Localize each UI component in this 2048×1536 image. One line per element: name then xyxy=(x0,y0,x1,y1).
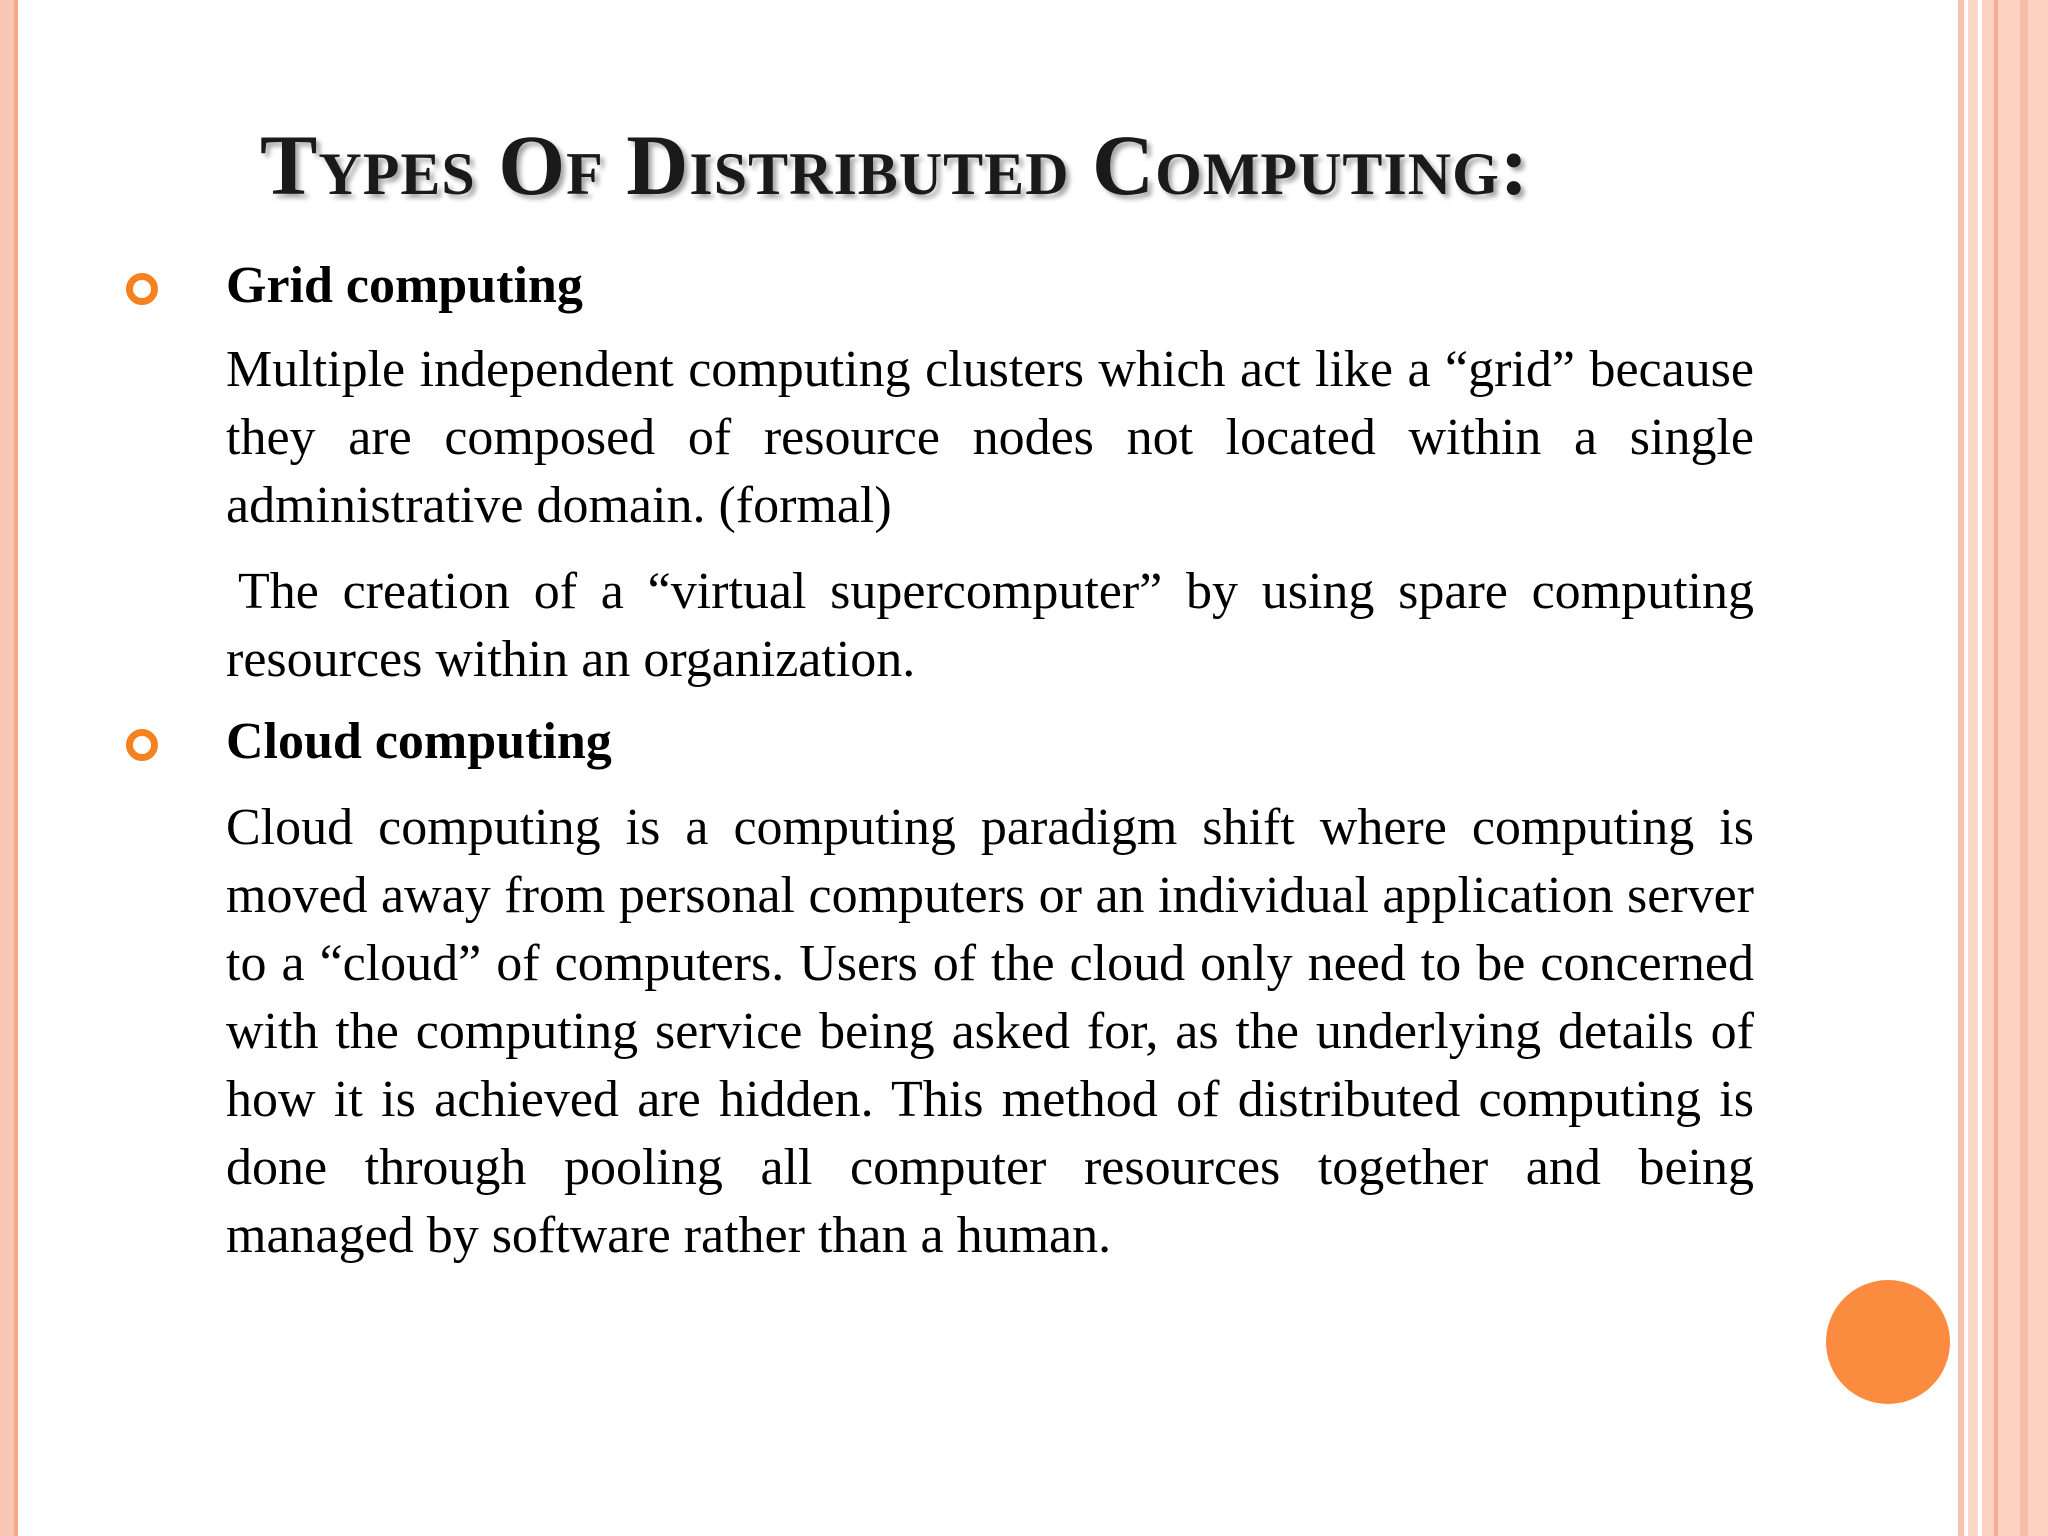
bullet-paragraph: Multiple independent computing clusters which act like a “grid” because they are composed of resource nodes not located within a single administrative domain. (formal) xyxy=(226,341,1754,534)
bullet-grid-computing xyxy=(226,250,1754,694)
bullet-paragraph: Cloud computing is a computing paradigm shift where computing is moved away from personal computers or an individual application server to a “cloud” of computers. Users of the cloud only need to be concerned with the computing service being asked for, as the underlying details of how it is achieved are hidden. This method of distributed computing is done through pooling all computer resources together and being managed by software rather than a human. xyxy=(226,799,1754,1264)
right-edge-stripe xyxy=(2020,0,2028,1536)
left-edge-line xyxy=(14,0,18,1536)
bullet-heading: Cloud computing xyxy=(226,713,612,770)
slide-content xyxy=(226,250,1754,1270)
bullet-ring-icon xyxy=(126,729,158,761)
left-edge-stripe xyxy=(0,0,14,1536)
right-edge-stripe xyxy=(1968,0,1978,1536)
bullet-cloud-computing xyxy=(226,706,1754,1270)
right-edge-stripe xyxy=(1958,0,1964,1536)
bullet-paragraph: The creation of a “virtual supercomputer” by using spare computing resources within an organization. xyxy=(226,563,1754,688)
bullet-ring-icon xyxy=(126,273,158,305)
right-edge-stripe xyxy=(1982,0,2048,1536)
accent-circle xyxy=(1826,1280,1950,1404)
right-edge-stripe xyxy=(1994,0,1998,1536)
slide-title: Types Of Distributed Computing: xyxy=(260,117,1530,213)
bullet-heading: Grid computing xyxy=(226,257,583,314)
